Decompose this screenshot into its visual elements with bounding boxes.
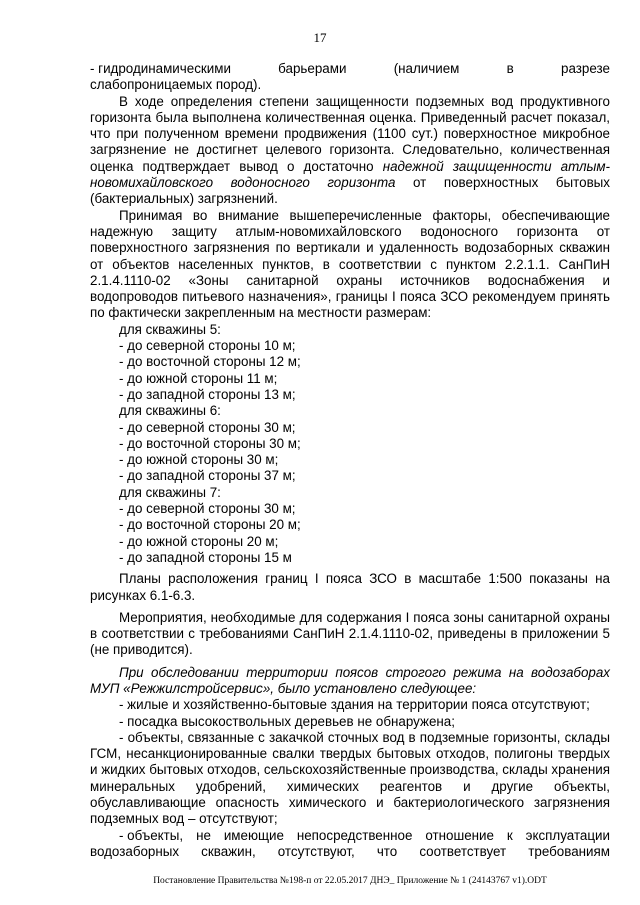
document-body bbox=[90, 61, 610, 860]
finding-item: - объекты, связанные с закачкой сточных вод в подземные горизонты, склады ГСМ, несанкционированные свалки твердых бытовых отходов, полигоны твердых и жидких бытовых отходов, сельскохозяйственные производства, склады хранения минеральных удобрений, химических реагентов и другие объекты, обуславливающие опасность химического и бактериологического загрязнения подземных вод – отсутствуют; bbox=[90, 729, 610, 827]
last-word: водозаборных bbox=[90, 843, 180, 859]
well-distance: - до северной стороны 10 м; bbox=[119, 338, 296, 354]
page-number: 17 bbox=[313, 30, 327, 45]
page-footer: Постановление Правительства №198-п от 22.05.2017 ДНЭ_ Приложение № 1 (24143767 v1).ODT bbox=[153, 876, 547, 886]
last-word: непосредственное bbox=[296, 827, 413, 843]
well-block-6 bbox=[90, 403, 610, 484]
well-distance: - до южной стороны 11 м; bbox=[119, 370, 278, 386]
well-title: для скважины 5: bbox=[119, 321, 221, 337]
last-word: - объекты, bbox=[119, 827, 184, 843]
last-word: соответствует bbox=[419, 843, 507, 859]
intro-word: барьерами bbox=[278, 61, 347, 76]
well-distance: - до южной стороны 30 м; bbox=[119, 452, 279, 468]
intro-word: в bbox=[506, 61, 514, 76]
last-line-2 bbox=[90, 844, 610, 860]
intro-word: (наличием bbox=[393, 61, 460, 76]
well-distance: - до западной стороны 15 м bbox=[119, 549, 292, 565]
well-title: для скважины 6: bbox=[119, 403, 221, 419]
well-distance: - до северной стороны 30 м; bbox=[119, 501, 296, 517]
assessment-text: В ходе определения степени защищенности подземных вод продуктивного горизонта была выполнена количественная оценка. Приведенный расчет показал, что при полученном времени продвижения (1100 сут.) поверхностное микробное загрязнение не достигнет целевого горизонта. Следовательно, количественная оценка подтверждает вывод о достаточно bbox=[90, 93, 610, 174]
intro-line-1 bbox=[90, 61, 610, 77]
paragraph-plans: Планы расположения границ I пояса ЗСО в масштабе 1:500 показаны на рисунках 6.1-6.3. bbox=[90, 571, 610, 603]
last-word: эксплуатации bbox=[525, 827, 610, 843]
intro-word: разрезе bbox=[561, 61, 610, 76]
well-distance: - до западной стороны 37 м; bbox=[119, 468, 296, 484]
intro-line-2: слабопроницаемых пород). bbox=[90, 77, 262, 93]
last-word: отношение bbox=[425, 827, 494, 843]
paragraph-assessment bbox=[90, 94, 610, 208]
last-word: отсутствуют, bbox=[277, 843, 355, 859]
finding-item: - жилые и хозяйственно-бытовые здания на территории пояса отсутствуют; bbox=[119, 697, 590, 713]
well-distance: - до северной стороны 30 м; bbox=[119, 419, 296, 435]
well-distance: - до восточной стороны 12 м; bbox=[119, 354, 301, 370]
well-distance: - до южной стороны 20 м; bbox=[119, 533, 279, 549]
paragraph-survey: При обследовании территории поясов строгого режима на водозаборах МУП «Режжилстройсервис», было установлено следующее: bbox=[90, 664, 610, 696]
well-block-5 bbox=[90, 322, 610, 403]
well-distance: - до восточной стороны 30 м; bbox=[119, 435, 301, 451]
last-word: скважин, bbox=[201, 843, 256, 859]
well-distance: - до западной стороны 13 м; bbox=[119, 386, 296, 402]
assessment-italic: надежной защищенности атлым-новомихайловского водоносного горизонта bbox=[90, 158, 610, 191]
intro-word: - гидродинамическими bbox=[90, 61, 231, 76]
last-word: что bbox=[376, 843, 398, 859]
paragraph-measures: Мероприятия, необходимые для содержания I пояса зоны санитарной охраны в соответствии с требованиями СанПиН 2.1.4.1110-02, приведены в приложении 5 (не приводится). bbox=[90, 609, 610, 658]
last-word: к bbox=[506, 827, 513, 843]
assessment-end: от поверхностных бытовых (бактериальных) загрязнений. bbox=[90, 175, 610, 207]
last-word: не bbox=[196, 827, 211, 843]
last-word: имеющие bbox=[223, 827, 284, 843]
well-title: для скважины 7: bbox=[119, 484, 221, 500]
last-word: требованиям bbox=[528, 843, 610, 859]
paragraph-factors: Принимая во внимание вышеперечисленные факторы, обеспечивающие надежную защиту атлым-новомихайловского водоносного горизонта от поверхностного загрязнения по вертикали и удаленность водозаборных скважин от объектов населенных пунктов, в соответствии с пунктом 2.2.1.1. СанПиН 2.1.4.1110-02 «Зоны санитарной охраны источников водоснабжения и водопроводов питьевого назначения», границы I пояса ЗСО рекомендуем принять по фактически закрепленным на местности размерам: bbox=[90, 207, 610, 321]
well-block-7 bbox=[90, 485, 610, 566]
finding-item: - посадка высокоствольных деревьев не обнаружена; bbox=[119, 713, 455, 729]
last-line-1 bbox=[90, 828, 610, 844]
well-distance: - до восточной стороны 20 м; bbox=[119, 517, 301, 533]
